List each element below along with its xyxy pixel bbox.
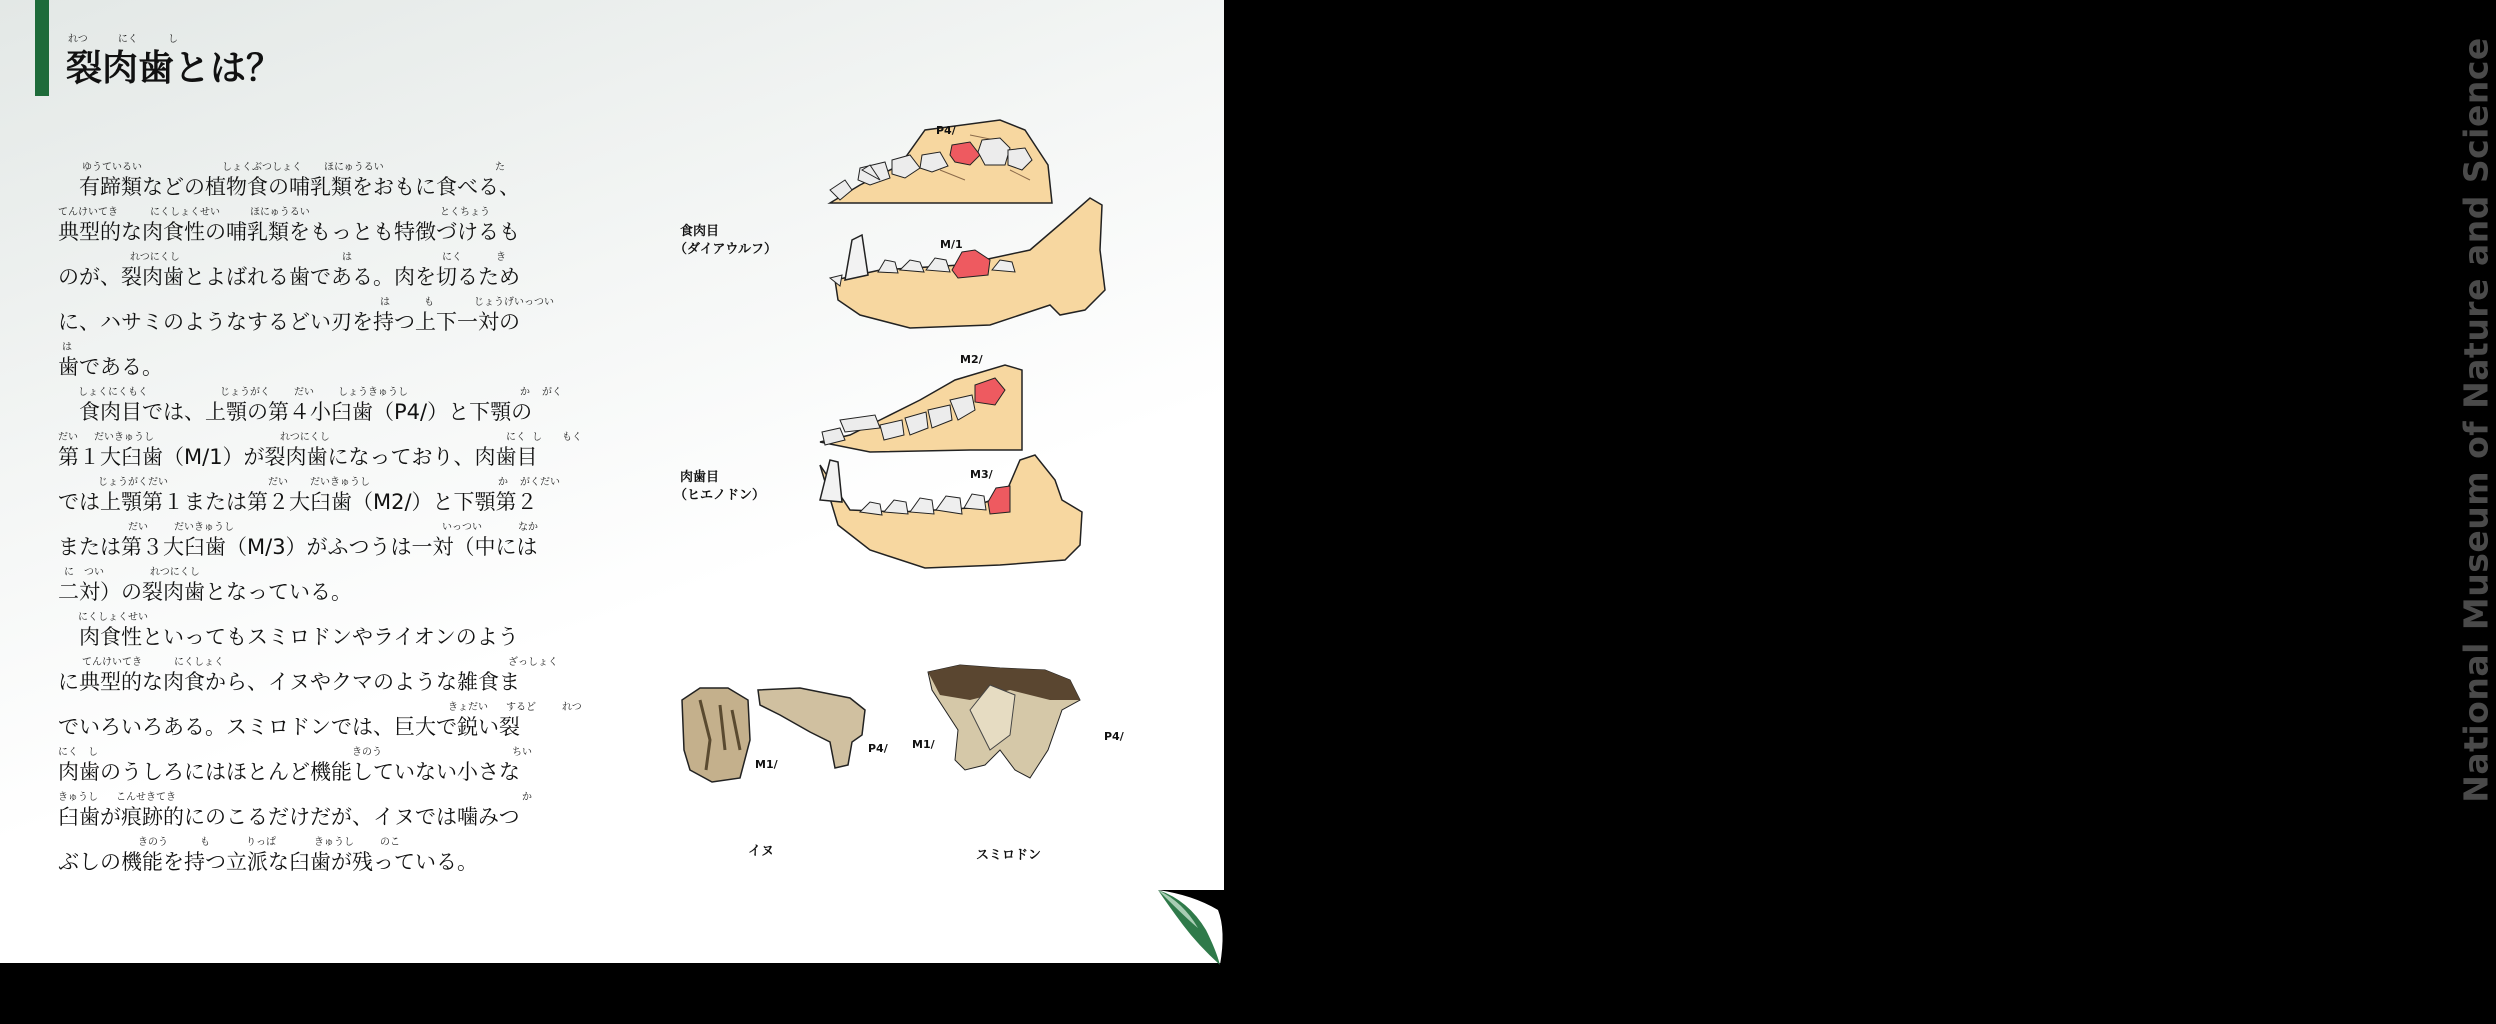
ruby-text: ゆうているい [82, 162, 142, 173]
ruby-text: きゅうし [58, 792, 98, 803]
body-line-text: に典型的な肉食から、イヌやクマのような雑食ま [58, 670, 520, 694]
ruby-text: がくだい [520, 477, 560, 488]
tooth-label-smilodon-p4: P4/ [1104, 730, 1124, 743]
ruby-text: とくちょう [440, 207, 490, 218]
tooth-label-dog-p4: P4/ [868, 742, 888, 755]
body-line-text: 肉食性といってもスミロドンやライオンのよう [58, 625, 519, 649]
ruby-text: がく [542, 387, 562, 398]
ruby-text: だいきゅうし [94, 432, 154, 443]
body-line [58, 475, 598, 520]
tooth-label-m3-lower: M3/ [970, 468, 993, 481]
ruby-text: れつにくし [280, 432, 330, 443]
tooth-label-m1-lower: M/1 [940, 238, 963, 251]
side-band [1224, 0, 2496, 963]
page-title: 裂肉歯とは？ [66, 48, 283, 89]
tooth-label-dog-m1: M1/ [755, 758, 778, 771]
creodonta-example-label: （ヒエノドン） [674, 488, 766, 503]
ruby-text: もく [562, 432, 582, 443]
ruby-text: れつ [562, 702, 582, 713]
carnivora-example-label: （ダイアウルフ） [674, 242, 777, 257]
ruby-text: てんけいてき [58, 207, 118, 218]
body-line [58, 205, 598, 250]
body-line [58, 790, 598, 835]
tooth-label-smilodon-m1: M1/ [912, 738, 935, 751]
ruby-text: だいきゅうし [310, 477, 370, 488]
ruby-text: は [342, 252, 352, 263]
ruby-text: のこ [380, 837, 400, 848]
museum-name-vertical: National Museum of Nature and Science [2456, 37, 2496, 803]
ruby-text: つい [84, 567, 104, 578]
body-line-text: 臼歯が痕跡的にのこるだけだが、イヌでは噛みつ [58, 805, 520, 829]
creodonta-label: 肉歯目 [680, 470, 720, 485]
hyaenodon-upper-jaw-drawing [820, 365, 1022, 452]
ruby-text: にくしょくせい [78, 612, 148, 623]
body-line-text: 典型的な肉食性の哺乳類をもっとも特徴づけるも [58, 220, 520, 244]
title-accent-bar [35, 0, 49, 96]
ruby-text: だい [268, 477, 288, 488]
body-text [58, 160, 598, 880]
ruby-text: だい [128, 522, 148, 533]
ruby-text: ざっしょく [508, 657, 558, 668]
ruby-text: にく [117, 34, 138, 45]
ruby-text: しょくぶつしょく [222, 162, 302, 173]
ruby-text: は [380, 297, 390, 308]
body-line-text: 歯である。 [58, 355, 163, 379]
ruby-text: じょうがくだい [98, 477, 168, 488]
body-line [58, 565, 598, 610]
ruby-text: か [520, 387, 530, 398]
body-line-text: 二対）の裂肉歯となっている。 [58, 580, 352, 604]
direwolf-lower-jaw-drawing [830, 198, 1105, 328]
ruby-text: か [522, 792, 532, 803]
ruby-text: し [532, 432, 542, 443]
body-line-text: では上顎第１または第２大臼歯（M2/）と下顎第２ [58, 490, 538, 514]
ruby-text: れつにくし [130, 252, 180, 263]
ruby-text: こんせきてき [116, 792, 176, 803]
ruby-text: も [200, 837, 210, 848]
ruby-text: しょうきゅうし [338, 387, 408, 398]
body-line [58, 430, 598, 475]
ruby-text: きょだい [448, 702, 488, 713]
body-line-text: 有蹄類などの植物食の哺乳類をおもに食べる、 [58, 175, 520, 199]
ruby-text: りっぱ [246, 837, 276, 848]
ruby-text: だいきゅうし [174, 522, 234, 533]
ruby-text: きのう [138, 837, 168, 848]
body-line [58, 340, 598, 385]
ruby-text: だい [58, 432, 78, 443]
ruby-text: だい [294, 387, 314, 398]
body-line [58, 385, 598, 430]
ruby-text: するど [506, 702, 536, 713]
body-line [58, 700, 598, 745]
ruby-text: いっつい [442, 522, 482, 533]
ruby-text: に [64, 567, 74, 578]
ruby-text: き [496, 252, 506, 263]
ruby-text: きゅうし [314, 837, 354, 848]
body-line [58, 655, 598, 700]
ruby-text: ちい [512, 747, 532, 758]
ruby-text: なか [518, 522, 538, 533]
ruby-text: た [495, 162, 505, 173]
ruby-text: にく [506, 432, 526, 443]
body-line [58, 295, 598, 340]
ruby-text: れつにくし [150, 567, 200, 578]
ruby-text: か [498, 477, 508, 488]
body-line [58, 250, 598, 295]
ruby-text: は [62, 342, 72, 353]
body-line [58, 610, 598, 655]
ruby-text: しょくにくもく [78, 387, 148, 398]
body-line [58, 835, 598, 880]
ruby-text: ほにゅうるい [250, 207, 310, 218]
body-line [58, 520, 598, 565]
carnassial-figure [670, 110, 1130, 880]
booklet-page [0, 0, 1224, 963]
ruby-text: にくしょくせい [150, 207, 220, 218]
ruby-text: じょうげいっつい [474, 297, 554, 308]
page-curl[interactable] [1158, 890, 1228, 965]
body-line-text: 肉歯のうしろにはほとんど機能していない小さな [58, 760, 520, 784]
body-line [58, 160, 598, 205]
ruby-text: にく [58, 747, 78, 758]
smilodon-label: スミロドン [976, 848, 1042, 863]
ruby-text: も [424, 297, 434, 308]
body-line-text: に、ハサミのようなするどい刃を持つ上下一対の [58, 310, 520, 334]
ruby-text: れつ [68, 34, 88, 45]
ruby-text: にくしょく [174, 657, 224, 668]
tooth-label-p4-upper: P4/ [936, 124, 956, 137]
body-line-text: ぶしの機能を持つ立派な臼歯が残っている。 [58, 850, 478, 874]
ruby-text: きのう [352, 747, 382, 758]
body-line [58, 745, 598, 790]
body-line-text: 第１大臼歯（M/1）が裂肉歯になっており、肉歯目 [58, 445, 538, 469]
ruby-text: じょうがく [220, 387, 270, 398]
ruby-text: し [88, 747, 98, 758]
tooth-label-m2-upper: M2/ [960, 353, 983, 366]
hyaenodon-lower-jaw-drawing [820, 455, 1082, 568]
body-line-text: 食肉目では、上顎の第４小臼歯（P4/）と下顎の [58, 400, 533, 424]
body-line-text: のが、裂肉歯とよばれる歯である。肉を切るため [58, 265, 520, 289]
body-line-text: でいろいろある。スミロドンでは、巨大で鋭い裂 [58, 715, 520, 739]
ruby-text: てんけいてき [82, 657, 142, 668]
dog-label: イヌ [748, 844, 775, 859]
body-line-text: または第３大臼歯（M/3）がふつうは一対（中には [58, 535, 538, 559]
ruby-text: にく [442, 252, 462, 263]
ruby-text: し [168, 34, 178, 45]
smilodon-teeth-drawing [928, 665, 1080, 778]
ruby-text: ほにゅうるい [324, 162, 384, 173]
carnivora-label: 食肉目 [680, 224, 720, 239]
